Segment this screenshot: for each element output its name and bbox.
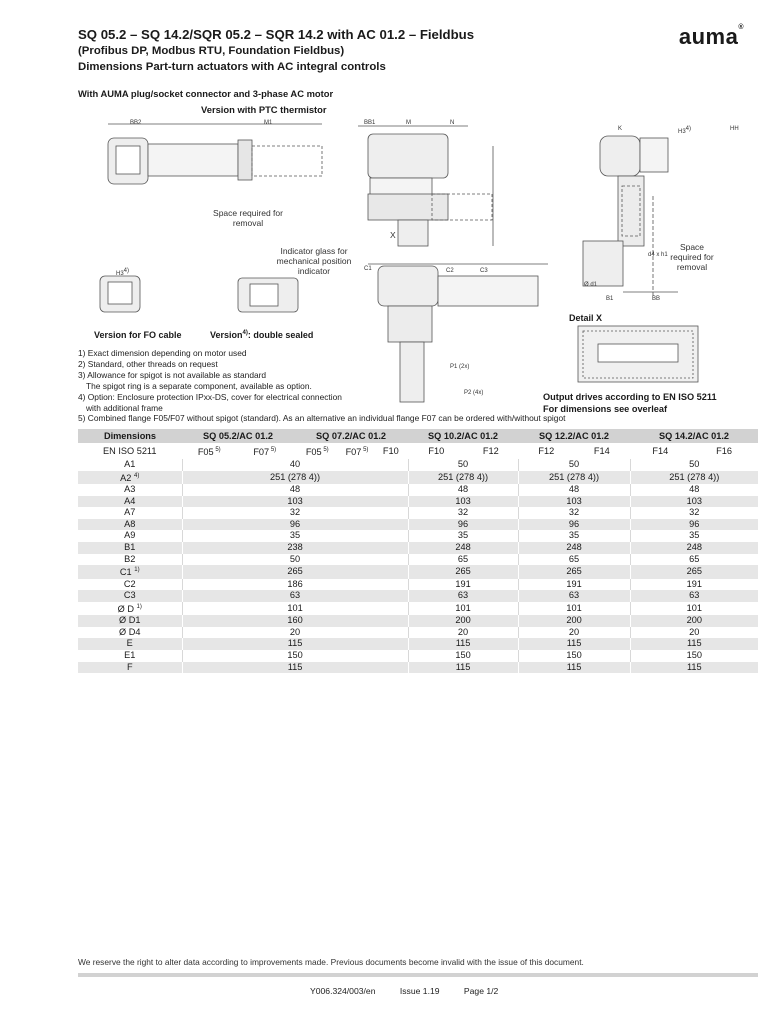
row-label [78,496,182,508]
cell-value: 150 [408,650,518,662]
label-c1: C1 [364,266,372,272]
table-row [78,662,758,674]
table-row [78,565,758,579]
space-required-label-2: Space required for removal [670,242,714,272]
row-label-text: E1 [124,650,136,660]
flange-row [78,443,758,459]
table-row [78,542,758,554]
header-sq05: SQ 05.2/AC 01.2 [182,429,294,443]
table-row [78,554,758,566]
dimensions-table [78,429,758,673]
row-label [78,627,182,639]
flange-cell: F07 $^{5)}$ [340,443,374,459]
row-label-text: Ø D4 [119,626,141,637]
sealed-text-2: : double sealed [247,330,314,340]
row-label [78,484,182,496]
cell-value: 103 [408,496,518,508]
table-row [78,615,758,627]
table-row [78,627,758,639]
cell-value: 191 [630,579,758,591]
row-label-text: F [126,661,133,672]
cell-value: 115 [630,662,758,674]
cell-value: 200 [518,615,630,627]
cell-value: 101 [408,602,518,616]
cell-value: 48 [630,484,758,496]
note-4b: with additional frame [86,402,163,413]
double-sealed-label [210,330,313,340]
cell-value: 186 [182,579,408,591]
output-drives-note [543,391,717,415]
cell-value: 248 [630,542,758,554]
flange-cell: F07 $^{5)}$ [236,443,294,459]
cell-value: 115 [182,638,408,650]
table-row [78,579,758,591]
cell-value: 32 [408,507,518,519]
row-label-text: A8 [124,518,136,529]
table-row [78,484,758,496]
row-label [78,579,182,591]
table-row [78,459,758,471]
header-sq14: SQ 14.2/AC 01.2 [630,429,758,443]
cell-value: 63 [630,590,758,602]
row-label-text: C2 [123,578,136,589]
issue-number: Issue 1.19 [399,986,440,996]
row-label-sup: 1) [136,603,142,610]
label-k: K [618,126,623,132]
row-label [78,638,182,650]
table-row [78,650,758,662]
label-m: M [406,120,411,126]
table-row [78,471,758,485]
cell-value: 115 [408,662,518,674]
cell-value: 191 [408,579,518,591]
row-label [78,554,182,566]
cell-value: 150 [518,650,630,662]
label-bb1: BB1 [364,120,376,126]
note-5: 5) Combined flange F05/F07 without spigot (standard). As an alternative an individual flange F07 can be ordered with/without spigot [78,413,566,424]
header-sq07: SQ 07.2/AC 01.2 [294,429,408,443]
cell-value: 200 [408,615,518,627]
cell-value: 35 [408,530,518,542]
cell-value: 63 [518,590,630,602]
cell-value: 251 (278 4)) [630,471,758,485]
row-label-text: E [126,638,133,649]
table-row [78,638,758,650]
row-label [78,459,182,471]
note-2: 2) Standard, other threads on request [78,358,218,369]
row-label-text: C3 [123,590,136,601]
section-heading: With AUMA plug/socket connector and 3-phase AC motor [78,88,334,99]
cell-value: 50 [518,459,630,471]
label-p1: P1 (2x) [450,364,470,370]
label-b1: B1 [606,296,614,302]
page-number: Page 1/2 [463,986,499,996]
row-label-text: A7 [124,507,136,518]
cell-value: 101 [182,602,408,616]
cell-value: 40 [182,459,408,471]
table-header-row [78,429,758,443]
label-x: X [390,230,396,240]
label-p2: P2 (4x) [464,390,484,396]
output-drives-line-2: For dimensions see overleaf [543,404,668,414]
label-h3 [678,124,691,137]
cell-value: 48 [408,484,518,496]
label-d4h1: d4 x h1 [648,252,668,258]
doc-number: Y006.324/003/en [310,986,376,996]
auma-logo: auma® [678,24,744,49]
note-4: 4) Option: Enclosure protection IPxx-DS, cover for electrical connection [78,391,342,402]
cell-value: 200 [630,615,758,627]
cell-value: 96 [630,519,758,531]
row-label-text: A1 [124,459,136,470]
cell-value: 65 [518,554,630,566]
note-3b: The spigot ring is a separate component, available as option. [86,380,312,391]
cell-value: 160 [182,615,408,627]
row-label-text: A4 [124,495,136,506]
label-h3-bottom [116,266,129,279]
cell-value: 48 [518,484,630,496]
cell-value: 103 [182,496,408,508]
space-required-label: Space required for removal [213,208,283,228]
header-sq12: SQ 12.2/AC 01.2 [518,429,630,443]
note-3: 3) Allowance for spigot is not available as standard [78,369,267,380]
cell-value: 20 [182,627,408,639]
cell-value: 191 [518,579,630,591]
row-label-sup: 1) [134,567,140,574]
flange-cell: F05 $^{5)}$ [294,443,340,459]
label-c3: C3 [480,268,488,274]
cell-value: 50 [182,554,408,566]
detail-x-label: Detail X [569,313,603,323]
label-bb: BB [652,296,661,302]
cell-value: 48 [182,484,408,496]
row-label [78,590,182,602]
cell-value: 115 [518,662,630,674]
flange-cell: F12 [464,443,518,459]
cell-value: 115 [182,662,408,674]
row-label [78,507,182,519]
cell-value: 265 [518,565,630,579]
flange-sup: 5) [361,447,369,453]
label-h3-sup: 4) [685,126,692,132]
table-row [78,519,758,531]
table-row [78,602,758,616]
row-label [78,615,182,627]
row-label [78,530,182,542]
label-dd1: Ø d1 [584,282,598,288]
cell-value: 63 [408,590,518,602]
flange-cell: F12 [518,443,574,459]
flange-cell: F16 [690,443,758,459]
flange-cell: F14 [630,443,690,459]
flange-cell: F05 $^{5)}$ [182,443,236,459]
cell-value: 101 [518,602,630,616]
cell-value: 35 [518,530,630,542]
row-label [78,565,182,579]
page-subtitle-2: Dimensions Part-turn actuators with AC integral controls [78,61,386,73]
footer-info [310,986,520,996]
label-c2: C2 [446,268,454,274]
table-row [78,496,758,508]
cell-value: 96 [182,519,408,531]
footnotes [78,348,566,424]
flange-sup: 5) [269,447,277,453]
row-label [78,650,182,662]
cell-value: 251 (278 4)) [408,471,518,485]
row-label-text: B1 [124,541,136,552]
cell-value: 115 [630,638,758,650]
note-1: 1) Exact dimension depending on motor used [78,348,247,358]
cell-value: 101 [630,602,758,616]
row-label-text: C1 [119,567,132,578]
row-label-text: B2 [124,553,136,564]
cell-value: 50 [630,459,758,471]
label-h3-text: H3 [678,129,686,135]
flange-cell: F10 [408,443,464,459]
cell-value: 20 [630,627,758,639]
row-label-text: A3 [124,484,136,495]
row-label [78,471,182,485]
cell-value: 20 [408,627,518,639]
cell-value: 35 [182,530,408,542]
output-drives-line-1: Output drives according to EN ISO 5211 [543,392,717,402]
page-title: SQ 05.2 – SQ 14.2/SQR 05.2 – SQR 14.2 with AC 01.2 – Fieldbus [78,27,475,42]
cell-value: 248 [408,542,518,554]
cell-value: 20 [518,627,630,639]
cell-value: 32 [182,507,408,519]
cell-value: 265 [408,565,518,579]
ptc-heading: Version with PTC thermistor [201,104,327,115]
cell-value: 32 [518,507,630,519]
row-label [78,662,182,674]
flange-cell: F10 [374,443,408,459]
row-label-text: A9 [124,530,136,541]
flange-cell: F14 [574,443,630,459]
row-label-sup: 4) [133,472,140,479]
cell-value: 63 [182,590,408,602]
table-row [78,507,758,519]
cell-value: 50 [408,459,518,471]
cell-value: 96 [518,519,630,531]
label-h3b-sup: 4) [123,268,130,274]
table-row [78,590,758,602]
row-label [78,542,182,554]
cell-value: 238 [182,542,408,554]
cell-value: 35 [630,530,758,542]
logo-text: auma [678,24,739,49]
fo-cable-label: Version for FO cable [94,330,182,340]
cell-value: 150 [182,650,408,662]
row-label [78,602,182,616]
row-label-text: Ø D [117,603,134,614]
label-h3b-text: H3 [116,271,124,277]
header [78,26,748,75]
table-row [78,530,758,542]
flange-label: EN ISO 5211 [78,443,182,459]
label-hh: HH [730,126,739,132]
cell-value: 65 [630,554,758,566]
footer-rule [78,973,758,977]
label-bb2: BB2 [130,120,142,126]
page-subtitle: (Profibus DP, Modbus RTU, Foundation Fieldbus) [78,45,345,57]
cell-value: 115 [518,638,630,650]
cell-value: 103 [518,496,630,508]
sealed-sup: 4) [242,330,248,336]
cell-value: 65 [408,554,518,566]
row-label [78,519,182,531]
cell-value: 265 [630,565,758,579]
row-label-text: Ø D1 [119,615,141,626]
cell-value: 115 [408,638,518,650]
row-label-text: A2 [120,472,132,483]
cell-value: 32 [630,507,758,519]
flange-sup: 5) [213,447,221,453]
cell-value: 103 [630,496,758,508]
header-dimensions: Dimensions [78,429,182,443]
cell-value: 150 [630,650,758,662]
label-m1: M1 [264,120,273,126]
cell-value: 265 [182,565,408,579]
label-n: N [450,120,455,126]
flange-sup: 5) [321,447,329,453]
indicator-glass-label: Indicator glass for mechanical position indicator [276,246,352,276]
sealed-text: Version [210,330,243,340]
header-sq10: SQ 10.2/AC 01.2 [408,429,518,443]
cell-value: 251 (278 4)) [518,471,630,485]
cell-value: 248 [518,542,630,554]
cell-value: 96 [408,519,518,531]
disclaimer: We reserve the right to alter data according to improvements made. Previous documents become invalid with the issue of this document. [78,957,584,967]
cell-value: 251 (278 4)) [182,471,408,485]
